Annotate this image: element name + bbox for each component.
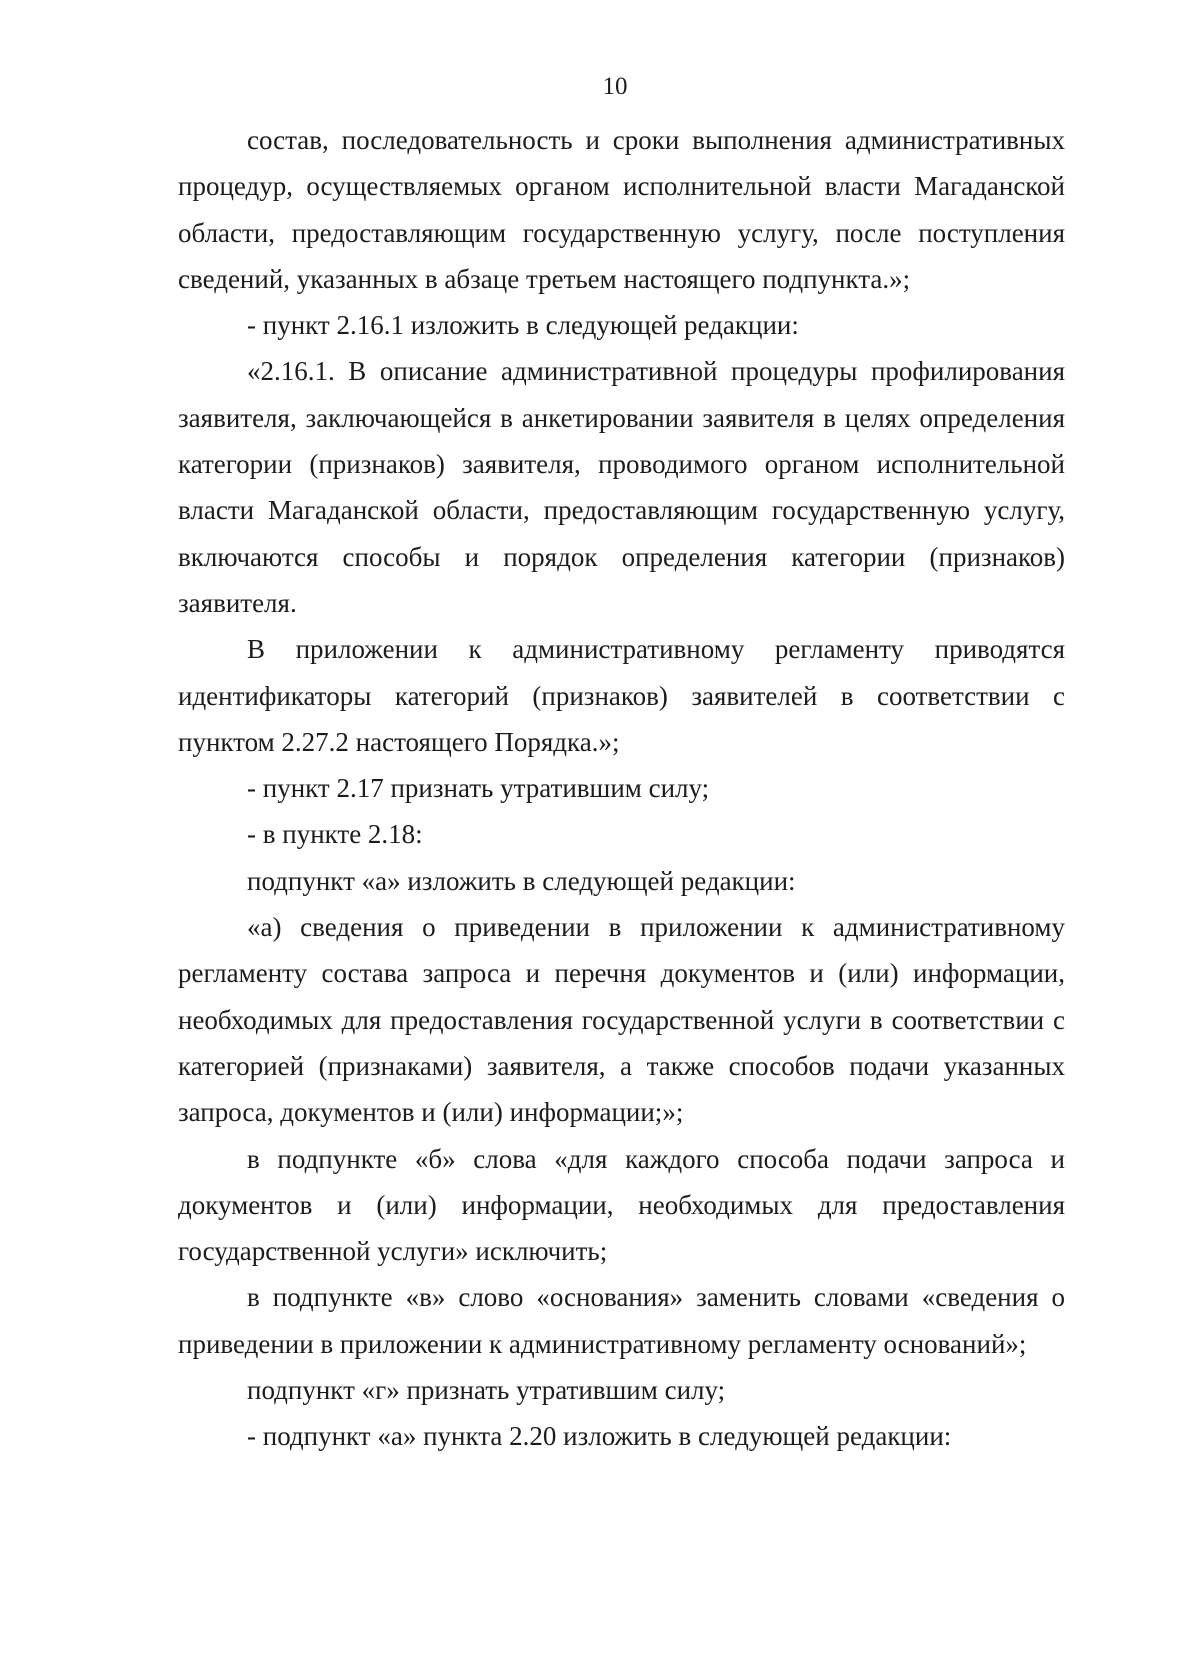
paragraph-appendix: В приложении к административному регламенту приводятся идентификаторы категорий (признаков) заявителей в соответствии с пунктом 2.27.2 настоящего Порядка.»;: [178, 634, 1065, 757]
paragraph-subitem-v: в подпункте «в» слово «основания» заменить словами «сведения о приведении в приложении к административному регламенту оснований»;: [178, 1282, 1065, 1359]
paragraph-item-2-20: - подпункт «а» пункта 2.20 изложить в следующей редакции:: [247, 1421, 952, 1452]
paragraph-item-2-17: - пункт 2.17 признать утратившим силу;: [247, 773, 710, 804]
paragraph-subitem-b: в подпункте «б» слова «для каждого способа подачи запроса и документов и (или) информации, необходимых для предоставления государственной услуги» исключить;: [178, 1143, 1065, 1267]
paragraph-quote-a: «а) сведения о приведении в приложении к административному регламенту состава запроса и перечня документов и (или) информации, необходимых для предоставления государственной услуги в соответствии с категорией (признаками) заявителя, а также способов подачи указанных запроса, документов и (или) информации;»;: [178, 912, 1065, 1128]
paragraph-subitem-a: подпункт «а» изложить в следующей редакции:: [247, 865, 796, 896]
document-body: [178, 117, 1065, 1460]
paragraph-subitem-g: подпункт «г» признать утратившим силу;: [247, 1375, 726, 1406]
paragraph-item-2-18: - в пункте 2.18:: [247, 819, 423, 850]
page-number: 10: [602, 73, 628, 100]
paragraph-continuation: состав, последовательность и сроки выполнения административных процедур, осуществляемых органом исполнительной власти Магаданской области, предоставляющим государственную услугу, после поступления сведений, указанных в абзаце третьем настоящего подпункта.»;: [178, 125, 1065, 294]
paragraph-quote-2-16-1: «2.16.1. В описание административной процедуры профилирования заявителя, заключающейся в анкетировании заявителя в целях определения категории (признаков) заявителя, проводимого органом исполнительной власти Магаданской области, предоставляющим государственную услугу, включаются способы и порядок определения категории (признаков) заявителя.: [178, 356, 1065, 618]
paragraph-item-2-16-1: - пункт 2.16.1 изложить в следующей редакции:: [247, 310, 799, 341]
